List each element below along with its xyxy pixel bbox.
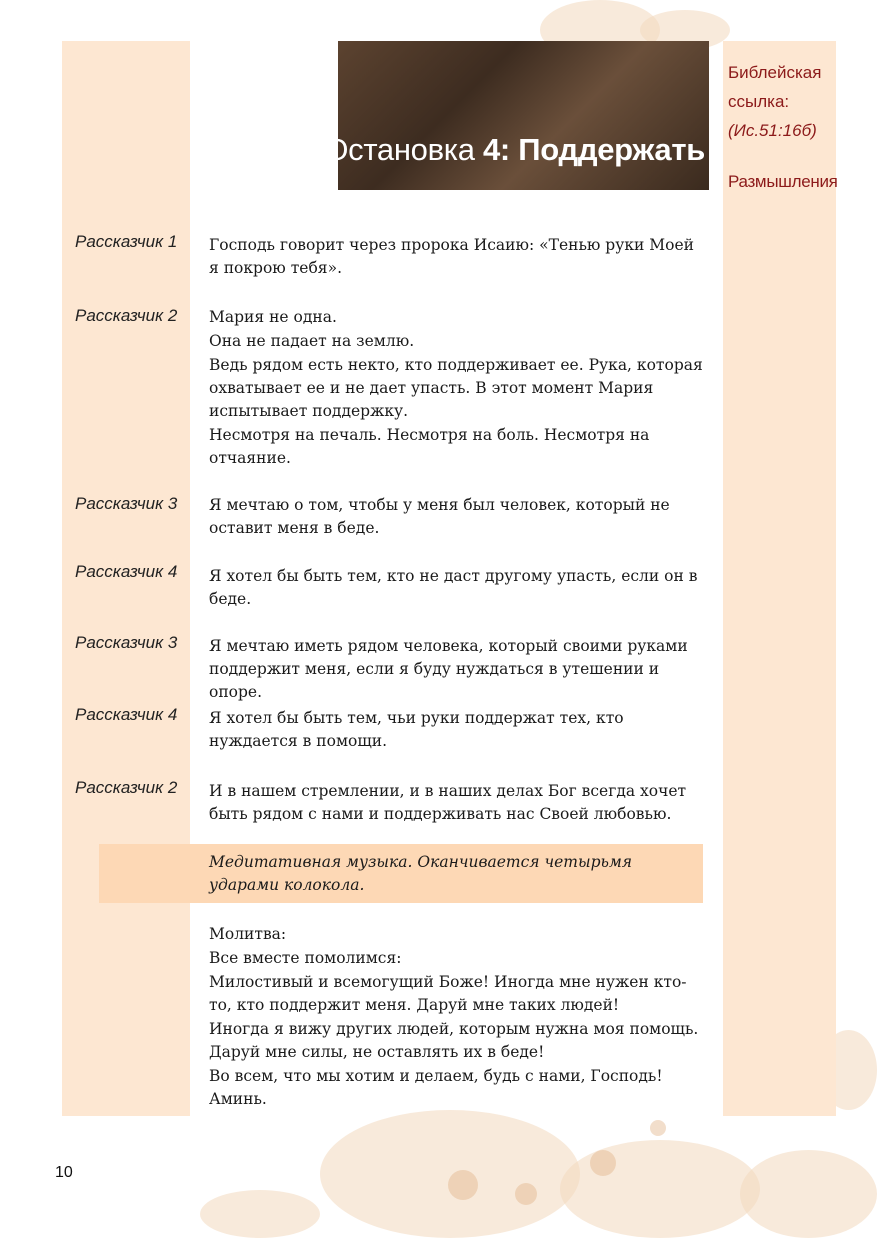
decorative-stain bbox=[448, 1170, 478, 1200]
title-bold-part: 4: Поддержать bbox=[482, 132, 705, 167]
paragraph: Господь говорит через пророка Исаию: «Тенью руки Моей я покрою тебя». bbox=[209, 236, 694, 277]
page-number: 10 bbox=[55, 1164, 73, 1181]
paragraph: Ведь рядом есть некто, кто поддерживает ее. Рука, которая охватывает ее и не дает упасть. В этот момент Мария испытывает поддержку. bbox=[209, 356, 703, 420]
decorative-stain bbox=[200, 1190, 320, 1238]
narrator-label: Рассказчик 2 bbox=[75, 306, 178, 325]
music-note: Медитативная музыка. Оканчивается четырьмя ударами колокола. bbox=[209, 853, 633, 894]
narrator-text bbox=[209, 234, 705, 281]
decorative-stain bbox=[740, 1150, 877, 1238]
decorative-stain bbox=[320, 1110, 580, 1238]
bible-reference-label-1: Библейская bbox=[728, 63, 822, 82]
narrator-label: Рассказчик 3 bbox=[75, 633, 178, 652]
narrator-label: Рассказчик 3 bbox=[75, 494, 178, 513]
paragraph: Я мечтаю о том, чтобы у меня был человек, который не оставит меня в беде. bbox=[209, 496, 670, 537]
bible-reference bbox=[728, 58, 836, 145]
narrator-text bbox=[209, 707, 705, 754]
prayer-line: Иногда я вижу других людей, которым нужна моя помощь. Даруй мне силы, не оставлять их в беде! bbox=[209, 1020, 699, 1061]
prayer-line: Во всем, что мы хотим и делаем, будь с нами, Господь! Аминь. bbox=[209, 1067, 663, 1108]
paragraph: И в нашем стремлении, и в наших делах Бог всегда хочет быть рядом с нами и поддерживать нас Своей любовью. bbox=[209, 782, 687, 823]
paragraph: Несмотря на печаль. Несмотря на боль. Несмотря на отчаяние. bbox=[209, 426, 650, 467]
paragraph: Я хотел бы быть тем, чьи руки поддержат тех, кто нуждается в помощи. bbox=[209, 709, 624, 750]
bible-reference-value: (Ис.51:16б) bbox=[728, 121, 817, 140]
bible-reference-label-2: ссылка: bbox=[728, 92, 790, 111]
title-normal-part: Остановка bbox=[324, 132, 483, 167]
narrator-text bbox=[209, 635, 705, 705]
narrator-text bbox=[209, 494, 705, 541]
narrator-text bbox=[209, 306, 705, 471]
decorative-stain bbox=[515, 1183, 537, 1205]
narrator-label: Рассказчик 1 bbox=[75, 232, 178, 251]
paragraph: Она не падает на землю. bbox=[209, 332, 415, 350]
decorative-stain bbox=[590, 1150, 616, 1176]
page-title bbox=[324, 132, 705, 168]
decorative-stain bbox=[560, 1140, 760, 1238]
paragraph: Я хотел бы быть тем, кто не даст другому упасть, если он в беде. bbox=[209, 567, 698, 608]
paragraph: Мария не одна. bbox=[209, 308, 337, 326]
prayer-line: Все вместе помолимся: bbox=[209, 949, 402, 967]
decorative-stain bbox=[650, 1120, 666, 1136]
prayer-block bbox=[209, 923, 705, 1112]
narrator-text bbox=[209, 565, 705, 612]
narrator-label: Рассказчик 4 bbox=[75, 705, 178, 724]
paragraph: Я мечтаю иметь рядом человека, который своими руками поддержит меня, если я буду нуждаться в утешении и опоре. bbox=[209, 637, 688, 701]
right-margin-column bbox=[723, 41, 836, 1116]
narrator-label: Рассказчик 4 bbox=[75, 562, 178, 581]
title-banner bbox=[324, 41, 709, 190]
narrator-label: Рассказчик 2 bbox=[75, 778, 178, 797]
reflections-label: Размышления bbox=[728, 172, 838, 191]
prayer-line: Милостивый и всемогущий Боже! Иногда мне нужен кто-то, кто поддержит меня. Даруй мне таких людей! bbox=[209, 973, 687, 1014]
prayer-heading: Молитва: bbox=[209, 925, 287, 943]
narrator-text bbox=[209, 780, 705, 827]
